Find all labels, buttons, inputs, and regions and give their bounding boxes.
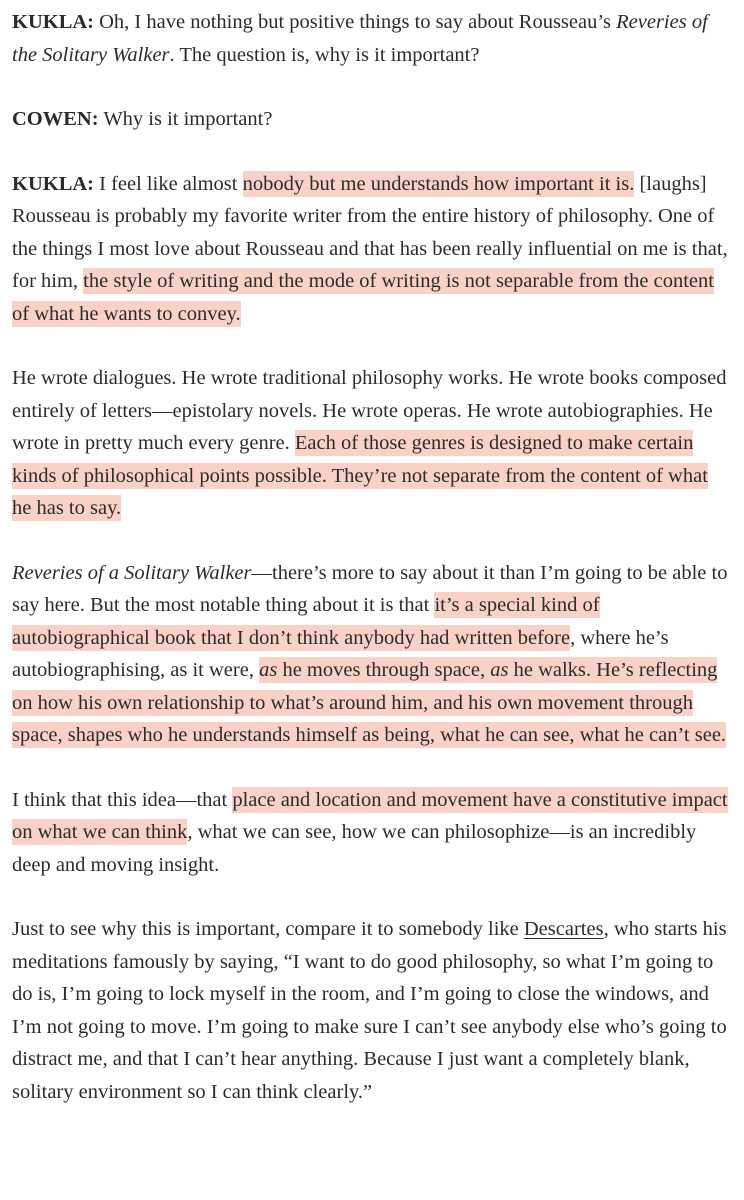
highlighted-text-italic: as [490,659,509,681]
paragraph-text: He wrote dialogues. He wrote traditional philosophy works. He wrote books composed entirely of letters—epistolary novels. He wrote operas. He wrote autobiographies. He wrote in pretty much every genre. [12,367,727,454]
highlighted-text-italic: as [259,659,278,681]
highlighted-text: the style of writing and the mode of writing is not separable from the content of what he wants to convey. [12,270,714,325]
highlighted-text: he moves through space, [277,659,491,681]
paragraph-text: —there’s more to say about it than I’m going to be able to say here. But the most notable thing about it is that [12,561,728,616]
paragraph-text: , what we can see, how we can philosophize—is an incredibly deep and moving insight. [12,821,697,876]
paragraph-text: [laughs] Rousseau is probably my favorite writer from the entire history of philosophy. One of the things I most love about Rousseau and that has been really influential on me is that, for him, [12,172,728,292]
paragraph-text: Why is it important? [98,108,273,130]
highlighted-text: it’s a special kind of autobiographical book that I don’t think anybody had written before [12,594,600,649]
paragraph-text: , where he’s autobiographising, as it were, [12,626,669,681]
highlighted-text: place and location and movement have a constitutive impact on what we can think [12,788,728,843]
speaker-label-kukla: KUKLA: [12,11,94,33]
paragraph-text: I feel like almost [94,172,243,195]
highlighted-text: Each of those genres is designed to make certain kinds of philosophical points possible. They’re not separate from the content of what he has to say. [12,432,708,519]
paragraph-descartes [12,913,732,1108]
paragraph-text: Oh, I have nothing but positive things to say about Rousseau’s [94,11,617,33]
paragraph-insight [12,784,732,882]
speaker-label-kukla: KUKLA: [12,172,94,195]
highlighted-text: nobody but me understands how important it is. [242,172,635,195]
paragraph-text: I think that this idea—that [12,788,233,811]
book-title: Reveries of a Solitary Walker [12,561,252,584]
paragraph-reveries [12,557,732,752]
paragraph-cowen-question [12,103,732,136]
paragraph-kukla-answer [12,168,732,331]
paragraph-text: Just to see why this is important, compare it to somebody like [12,918,524,940]
descartes-link[interactable]: Descartes [523,918,604,940]
paragraph-genres [12,362,732,525]
highlighted-text: he walks. He’s reflecting on how his own relationship to what’s around him, and his own movement through space, shapes who he understands himself as being, what he can see, what he can’t see. [12,659,727,746]
paragraph-text: , who starts his meditations famously by saying, “I want to do good philosophy, so what I’m going to do is, I’m going to lock myself in the room, and I’m going to close the windows, and I’m not going to move. I’m going to make sure I can’t see anybody else who’s going to distract me, and that I can’t hear anything. Because I just want a completely blank, solitary environment so I can think clearly.” [12,918,727,1103]
paragraph-text: . The question is, why is it important? [169,43,480,66]
paragraph-kukla-intro [12,6,732,71]
book-title: Reveries of the Solitary Walker [12,11,708,66]
speaker-label-cowen: COWEN: [12,108,99,130]
